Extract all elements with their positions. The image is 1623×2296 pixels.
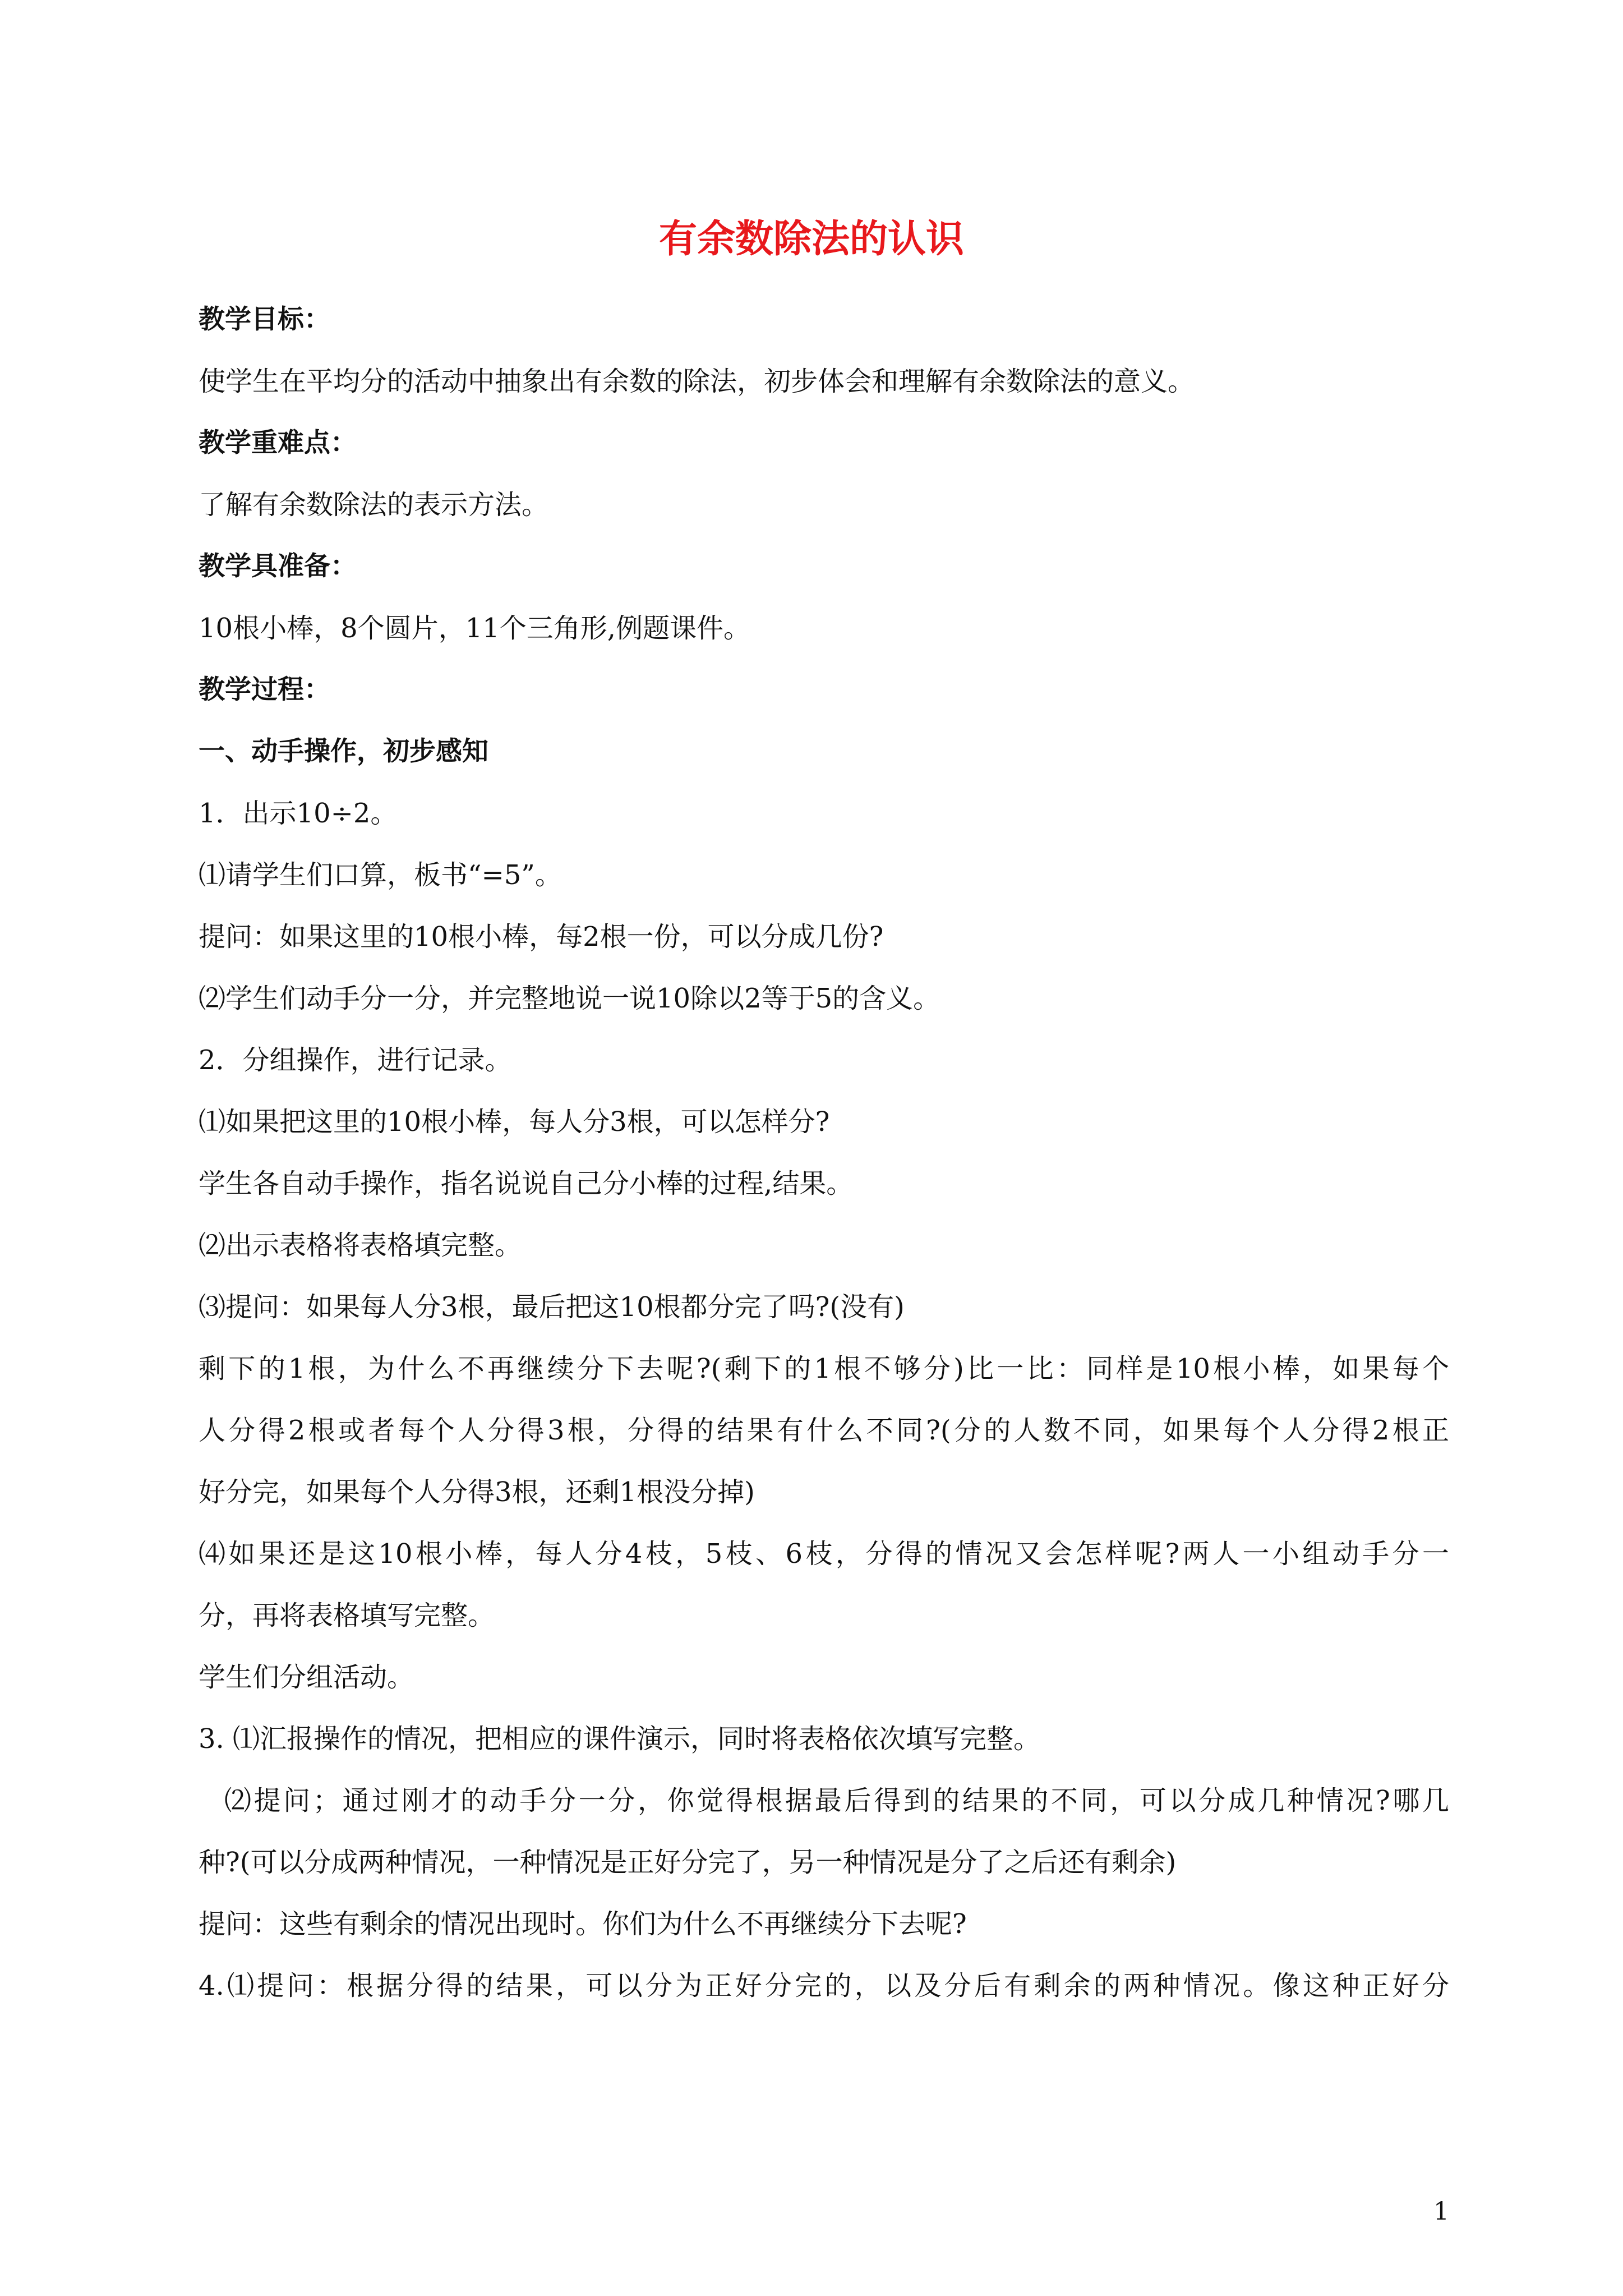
paragraph-line: ⑴请学生们口算，板书“=5”。 <box>199 859 562 891</box>
paragraph-line: 人分得2根或者每个人分得3根，分得的结果有什么不同?(分的人数不同，如果每个人分得2根正 <box>199 1415 1449 1446</box>
paragraph-line: 学生们分组活动。 <box>199 1662 414 1693</box>
paragraph-line: 好分完，如果每个人分得3根，还剩1根没分掉) <box>199 1476 755 1508</box>
paragraph-line: 了解有余数除法的表示方法。 <box>199 489 549 521</box>
paragraph-line: 种?(可以分成两种情况，一种情况是正好分完了，另一种情况是分了之后还有剩余) <box>199 1847 1177 1878</box>
document-title: 有余数除法的认识 <box>658 217 964 261</box>
paragraph-line: 学生各自动手操作，指名说说自己分小棒的过程,结果。 <box>199 1168 854 1199</box>
paragraph-line: 分，再将表格填写完整。 <box>199 1600 495 1631</box>
paragraph-line: ⑴如果把这里的10根小棒，每人分3根，可以怎样分? <box>199 1106 830 1138</box>
paragraph-line: ⑷如果还是这10根小棒，每人分4枝，5枝、6枝，分得的情况又会怎样呢?两人一小组动手分一 <box>199 1538 1449 1570</box>
paragraph-line: 10根小棒，8个圆片，11个三角形,例题课件。 <box>199 613 750 644</box>
heading-key-points: 教学重难点： <box>199 427 357 458</box>
page-number: 1 <box>1433 2197 1449 2226</box>
paragraph-line: 4.⑴提问：根据分得的结果，可以分为正好分完的，以及分后有剩余的两种情况。像这种正好分 <box>199 1970 1449 2001</box>
heading-teaching-goals: 教学目标： <box>199 304 330 335</box>
paragraph-line: ⑵提问；通过刚才的动手分一分，你觉得根据最后得到的结果的不同，可以分成几种情况?哪几 <box>224 1785 1449 1816</box>
paragraph-line: 提问：如果这里的10根小棒，每2根一份，可以分成几份? <box>199 921 884 953</box>
paragraph-line: 3. ⑴汇报操作的情况，把相应的课件演示，同时将表格依次填写完整。 <box>199 1723 1041 1755</box>
heading-process: 教学过程： <box>199 674 330 705</box>
paragraph-line: 剩下的1根，为什么不再继续分下去呢?(剩下的1根不够分)比一比：同样是10根小棒，如果每个 <box>199 1353 1449 1384</box>
heading-section-one: 一、动手操作，初步感知 <box>199 736 488 767</box>
paragraph-line: 2．分组操作，进行记录。 <box>199 1045 512 1076</box>
paragraph-line: ⑵出示表格将表格填完整。 <box>199 1230 522 1261</box>
paragraph-line: 1．出示10÷2。 <box>199 798 398 829</box>
paragraph-line: 使学生在平均分的活动中抽象出有余数的除法，初步体会和理解有余数除法的意义。 <box>199 366 1195 397</box>
heading-materials: 教学具准备： <box>199 551 357 582</box>
paragraph-line: 提问：这些有剩余的情况出现时。你们为什么不再继续分下去呢? <box>199 1908 967 1940</box>
paragraph-line: ⑶提问：如果每人分3根，最后把这10根都分完了吗?(没有) <box>199 1291 905 1323</box>
paragraph-line: ⑵学生们动手分一分，并完整地说一说10除以2等于5的含义。 <box>199 983 940 1014</box>
